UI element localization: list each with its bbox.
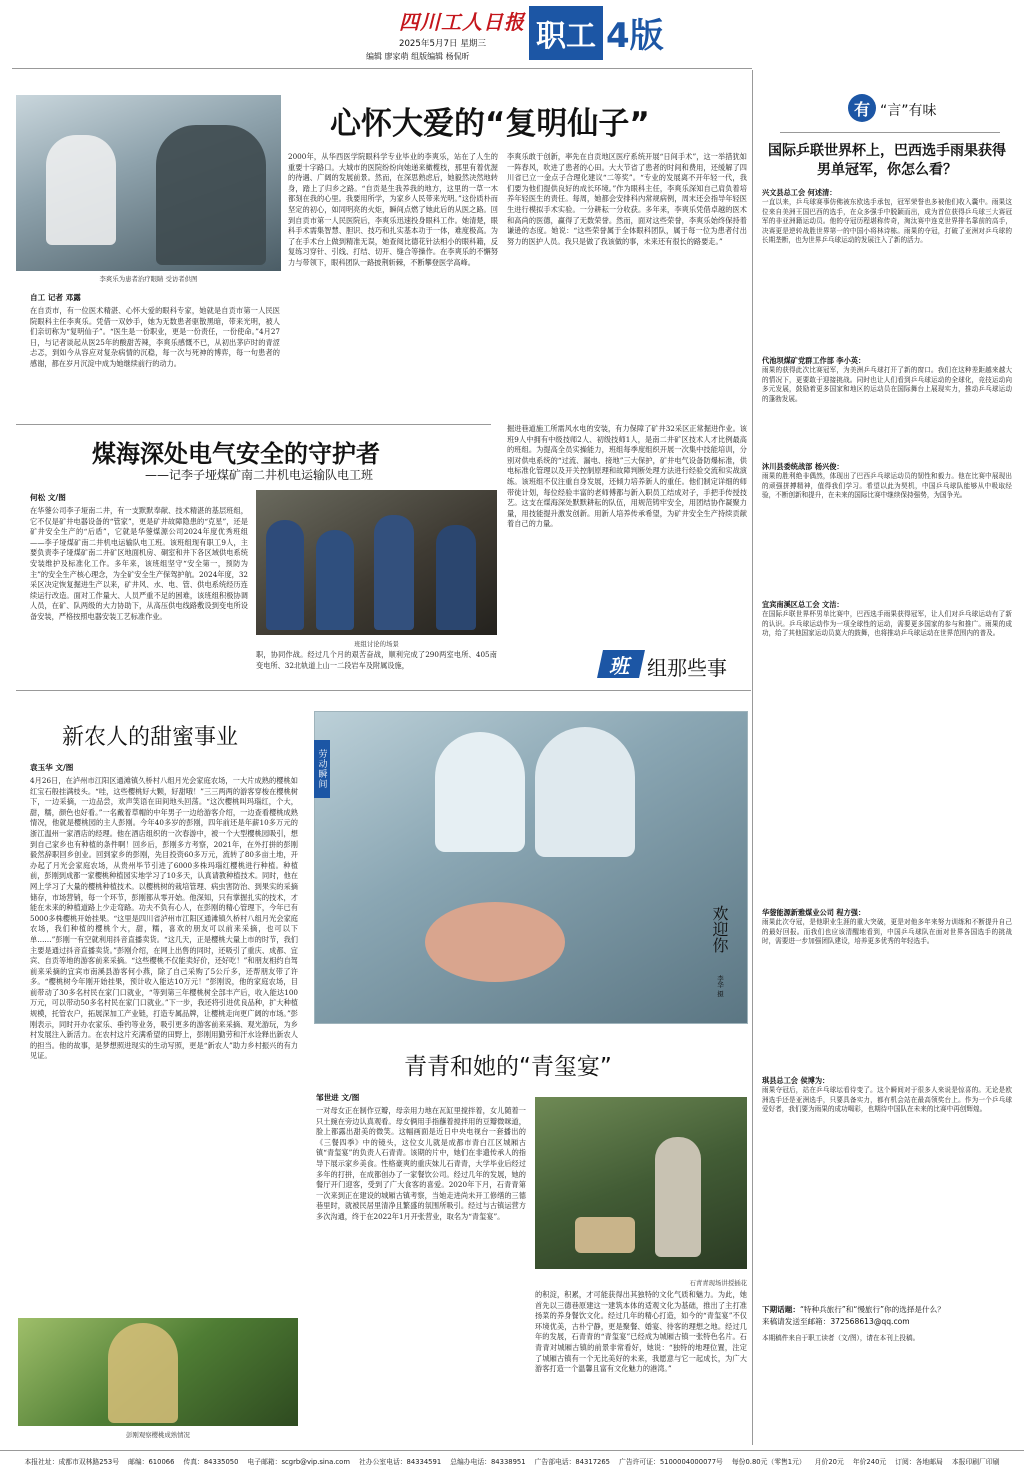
sidebar-section bbox=[762, 1076, 1012, 1296]
sidebar-author: 沐川县委统战部 杨兴俊： bbox=[762, 462, 844, 471]
footer-item: 广告部电话：84317265 bbox=[534, 1457, 611, 1466]
sidebar-section bbox=[762, 188, 1012, 348]
sidebar-section bbox=[762, 600, 1012, 900]
next-topic-label: 下期话题： bbox=[762, 1305, 800, 1314]
sidebar-text: 雨果此次夺冠，是他职业生涯的重大突破，更是对他多年来努力训练和不断提升自己的最好回报。而我们也应该清醒地看到，中国乒乓球队在面对世界各国选手的挑战时，需要进一步加强团队建设，培养更多优秀的年轻选手。 bbox=[762, 918, 1012, 946]
article1-headline: 心怀大爱的“复明仙子” bbox=[330, 106, 650, 142]
column-badge-text: 组那些事 bbox=[647, 656, 727, 680]
sidebar-section bbox=[762, 908, 1012, 1068]
footer-item: 邮编：610066 bbox=[128, 1457, 175, 1466]
article2-photo-caption: 班组讨论的场景 bbox=[354, 640, 399, 648]
doctor-figure bbox=[46, 135, 116, 245]
article4-col1: 一对母女正在制作豆瓣，母亲用力地在瓦缸里搅拌着，女儿随着一只土豌在旁边认真观看。母女俩用手指蘸着搅拌用的豆瓣微咪道，脸上都露出甜美的微笑。这幅画面是近日中央电视台一套播出的《三餐四季》中的镜头，这位女儿就是成都市青白江区城厢古镇“青玺宴”的负责人石青青。该期的片中，她们在非遗传承人的指导下展示家乡美食。性格豪爽的重庆妹儿石青青，大学毕业后经过多年的打拼，在成都创办了一家餐饮公司。经过几年的发展，她的餐厅开门迎客，受到了广大食客的喜爱。2020年下月，石青青第一次来到正在建设的城厢古镇考察，当她走进尚未开工修缮的三德巷里时，就被民居里清净且繁盛的氛围所吸引。经过与古镇运营方多次沟通，终于在2022年1月开张营业，取名为“青玺宴”。 bbox=[316, 1106, 526, 1221]
footer-item: 年价240元 bbox=[852, 1457, 887, 1466]
sidebar-tag-text: “言”有味 bbox=[880, 103, 937, 119]
article3-photo bbox=[18, 1318, 298, 1426]
feature-photo-credit: 李华 摄 bbox=[716, 975, 724, 997]
sidebar-divider bbox=[752, 70, 753, 1445]
article2-headline: 煤海深处电气安全的守护者 bbox=[92, 440, 380, 468]
sidebar-section bbox=[762, 462, 1012, 592]
article4-photo-caption: 石青青现场讲授插花 bbox=[689, 1279, 747, 1287]
sidebar-text: 雨果的胜利绝非偶然，体现出了巴西乒乓球运动员的韧性和毅力。他在比赛中展现出的顽强拼搏精神，值得我们学习。希望以此为契机，中国乒乓球队能够从中吸取经验，不断创新和提升，在未来的国际比赛中继续保持强势，为国争光。 bbox=[762, 472, 1012, 500]
newspaper-logo: 四川工人日报 bbox=[399, 10, 525, 34]
article4-headline: 青青和她的“青玺宴” bbox=[404, 1054, 612, 1080]
footer-item: 本报社址：成都市双林路253号 bbox=[24, 1457, 120, 1466]
footer-item: 广告许可证：5100004000077号 bbox=[619, 1457, 723, 1466]
footer-item: 传真：84335050 bbox=[183, 1457, 239, 1466]
farmer-figure bbox=[108, 1323, 178, 1423]
divider-2 bbox=[16, 690, 751, 691]
article2-photo bbox=[256, 490, 497, 635]
article4-photo bbox=[535, 1097, 747, 1269]
article1-col1: 在自贡市，有一位医术精湛、心怀大爱的眼科专家，她就是自贡市第一人民医院眼科主任李爽乐。凭借一双妙手，她为无数患者驱散黑暗，带来光明，被人们亲切称为“复明仙子”。“医生是一份职业，更是一份责任，一份使命。”4月27日，与记者谈起从医25年的酸甜苦辣，李爽乐感慨不已，从初出茅庐时的青涩忐忑，到如今从容应对复杂病情的沉稳，每一次与死神的博弈，每一句患者的感谢，都在岁月沉淀中成为她继续前行的动力。 bbox=[30, 306, 280, 368]
page-number: 4版 bbox=[606, 16, 664, 56]
article3-headline: 新农人的甜蜜事业 bbox=[62, 725, 239, 750]
worker-figure-1 bbox=[266, 520, 304, 630]
footer-item: 订阅：各地邮局 bbox=[895, 1457, 943, 1466]
article4-col2: 的积淀，积累，才可能获得出其独特的文化气质和魅力。为此，她首先以三德巷原建这一建筑本体的适观文化为基础，推出了主打准扬菜的养身餐饮文化。经过几年的精心打造，如今的“青玺宴”不仅环境优美，古朴宁静，更是聚餐、婚宴、待客的理想之地。经过几年的发展，石青青的“青玺宴”已经成为城厢古镇一张特色名片。石青青对城厢古镇的前景非常看好，她说：“独特的地理位置，注定了城厢古镇有一个无比美好的未来，我愿意与它一起成长，为广大游客打造一个温馨且富有文化魅力的港湾。” bbox=[535, 1290, 747, 1374]
article3-photo-caption: 彭刚观察樱桃成熟情况 bbox=[126, 1431, 190, 1439]
divider-1 bbox=[16, 424, 491, 425]
editors-line: 编辑 廖家萌 组版编辑 杨侃昕 bbox=[366, 52, 470, 61]
sidebar-note: 本期稿件来自于职工读者（文/图），请在本刊上投稿。 bbox=[762, 1334, 920, 1342]
article2-col2: 掘进巷道施工所需风水电的安装，有力保障了矿井32采区正常掘进作业。该班9人中拥有中级技师2人、初级技师1人，是南二井矿区技术人才比例最高的班组。为提高全员实操能力，班组每季度组织开展一次集中技能培训，分别对供电系统的“过流、漏电、接地”三大保护，矿井电气设备防爆标准，供电标准化管理以及开关控制原理和故障判断处理方法进行经验交流和实战演练。该班组不仅注重自身发展，还倾力培养新人的重任。他们制定详细的师带徒计划，每位经验丰富的老师傅都与新入职员工结成对子，手把手传授技艺。这支在煤海深处默默耕耘的队伍，用规范铸牢安全，用团结协作凝聚力量，用技能提升激发创新。用新人培养传承希望，为矿井安全生产持续贡献着自己的力量。 bbox=[507, 424, 747, 529]
worker-figure-4 bbox=[436, 525, 476, 630]
sidebar-text: 在国际乒联世界杯男单比赛中，巴西选手雨果获得冠军，让人们对乒乓球运动有了新的认识。乒乓球运动作为一项全球性的运动，需要更多国家的参与和推广。雨果的成功，给了其他国家运动员莫大的鼓舞，也将推动乒乓球运动在世界范围内的普及。 bbox=[762, 610, 1012, 638]
feature-photo-label: 劳动瞬间 bbox=[314, 740, 330, 798]
flower-arrangement bbox=[575, 1217, 635, 1253]
next-topic-block bbox=[762, 1304, 1012, 1328]
sidebar-text: 一直以来，乒乓球赛事仿佛被东欧选手承包，冠军荣誉也多被他们收入囊中。雨果这位来自美洲王国巴西的选手，在众多强手中脱颖而出，成为首位获得乒乓球三大赛冠军的非亚洲籍运动员。他的夺冠历程堪称传奇，淘汰赛中连克世界排名靠前的高手，决赛更是逆转战胜世界第一的中国小将林诗栋。雨果的夺冠，打破了亚洲对乒乓球的长期垄断，也为世界乒乓球运动的发展注入了新的活力。 bbox=[762, 198, 1012, 245]
patient-figure bbox=[156, 125, 266, 265]
sidebar-title: 国际乒联世界杯上，巴西选手雨果获得男单冠军，你怎么看？ bbox=[768, 143, 1006, 178]
issue-date: 2025年5月7日 星期三 bbox=[399, 39, 487, 49]
article2-col1-continued: 职，协同作战。经过几个月的艰苦奋战，顺利完成了290两室电所、405南变电所、32北轨道上山一二段岩车及附属设施， bbox=[256, 650, 497, 670]
article2-byline: 何松 文/图 bbox=[30, 493, 66, 502]
worker-figure-3 bbox=[374, 515, 414, 630]
nurse-figure-2 bbox=[535, 727, 635, 857]
footer-item: 每份0.80元（零售1元） bbox=[731, 1457, 806, 1466]
sidebar-rule bbox=[780, 132, 1000, 133]
contact-email: 来稿请发送至邮箱：372568613@qq.com bbox=[762, 1317, 910, 1326]
footer-item: 月价20元 bbox=[814, 1457, 844, 1466]
sidebar-author: 代池坝煤矿党群工作部 李小英： bbox=[762, 356, 866, 365]
article2-subheadline: ——记李子垭煤矿南二井机电运输队电工班 bbox=[145, 468, 374, 482]
article1-byline: 自工 记者 邓露 bbox=[30, 293, 81, 302]
masthead-rule bbox=[12, 68, 752, 69]
footer-item: 社办公室电话：84334591 bbox=[358, 1457, 442, 1466]
footer-item: 电子邮箱：scgrb@vip.sina.com bbox=[247, 1457, 350, 1466]
article3-text: 4月26日，在泸州市江阳区通滩镇久桥村八组月光会家庭农场，一大片成熟的樱桃如红宝石般挂满枝头。“哇，这些樱桃好大颗，好甜哦！”三三两两的游客穿梭在樱桃树下，一边采摘，一边品尝，欢声笑语在田间地头回荡。“这次樱桃叫玛瑙红，个大，甜，糯，颜色也好看。”一名戴着草帽的中年男子一边给游客介绍，一边查看樱桃成熟情况，他就是樱桃园的主人彭刚。今年40多岁的彭刚，四年前还是年薪10多万元的浙江温州一家酒店的经理。他在酒店组织的一次春游中，被一个大型樱桃园吸引，想到自己家乡也有种植的条件啊！回乡后，彭刚多方考察，2021年，在外打拼的彭刚毅然辞职回乡创业。回到家乡的彭刚，先目投资60多万元，流转了80多亩土地，开办起了月光会家庭农场，从贵州毕节引进了6000多株玛瑙红樱桃进行种植。种植前，彭刚到成都一家樱桃种植园实地学习了10多天，认真请教种植技术。同时，他在网上学习了大量的樱桃种植技术。以樱桃树的栽培管理、病虫害防治、到果实的采摘储存，市场营销，每一个环节，彭刚都从零开始。他深知，只有掌握扎实的技术，才能在未来的种植道路上少走弯路。功夫不负有心人，在彭刚的精心管理下，今年已有5000多株樱桃开始挂果。“这里是四川省泸州市江阳区通滩镇久桥村八组月光会家庭农场，我们种植的樱桃个大，甜，糯，喜欢的朋友可以前来采摘，也可以下单……”彭刚一有空就利用抖音直播卖货。“这几天，正是樱桃大量上市的时节，我们主要是通过抖音直播卖货。”彭刚介绍，在网上出售的同时，还吸引了重庆、成都、宜宾、自贡等地的游客前来采摘。“这些樱桃不仅能卖好价，还好吃！”和朋友相约自驾前来采摘的宜宾市南溪县游客何小燕，除了自己采购了5公斤多，还帮朋友带了许多。“樱桃树今年刚开始挂果，预计收入能达10万元！”彭刚说，他的家庭农场，目前带动了30多名村民在家门口就业，“等到第三年樱桃树全部丰产后，收入能达100万元，可以带动50多名村民在家门口就业。”下一步，我还将引进优良品种，扩大种植规模，托管农户，拓展深加工产业链，打造专属品牌，让樱桃走向更广阔的市场。”彭刚表示，同时开办农家乐、垂钓等业务，吸引更多的游客前来采摘、观光游玩，为乡村发展注入新活力。在农村这片充满希望的田野上，彭刚用勤劳和汗水诠释出新农人的担当。他的故事，是梦想照进现实的生动写照，更是“新农人”助力乡村振兴的有力见证。 bbox=[30, 776, 298, 1061]
sidebar-column bbox=[762, 142, 1012, 1442]
article4-byline: 邹世进 文/图 bbox=[316, 1093, 360, 1102]
sidebar-author: 兴文县总工会 何述清： bbox=[762, 188, 837, 197]
article3-byline: 袁玉华 文/图 bbox=[30, 763, 74, 772]
sidebar-author: 华蓥能源新雅煤业公司 程方强： bbox=[762, 908, 866, 917]
next-topic: “特种兵旅行”和“慢旅行”你的选择是什么？ bbox=[799, 1305, 945, 1314]
sidebar-text: 雨果的获得此次比赛冠军，为美洲乒乓球打开了新的窗口。我们在这种差距越来越大的情况下，更要敢于迎接挑战。同时也让人们看到乒乓球运动的全球化，竞技运动向多元发展，鼓励着更多国家和地区的运动员在国际舞台上展现实力，推动乒乓球运动的蓬勃发展。 bbox=[762, 366, 1012, 403]
newborn-figure bbox=[425, 902, 565, 982]
article2-col1: 在华蓥公司李子垭南二井，有一支默默奉献、技术精湛的基层班组，它不仅是矿井电器设备的“管家”，更是矿井故障隐患的“克星”，还是矿井安全生产的“后盾”，它就是华蓥煤源公司2024年度优秀班组——李子垭煤矿南二井机电运输队电工班。该班组现有职工9人，主要负责李子垭煤矿南二井矿区地面机房、硐室和井下各区域供电系统安装维护及标准化工作。多年来，该班组坚守“安全第一，预防为主”的安全生产核心理念，为全矿安全生产保驾护航。2024年度，32采区决定恢复掘进生产以来，矿井风、水、电、管、供电系统经历连续运行改造。面对工作量大、人员严重不足的困难，该班组积极协调人员，在矿、队两级的大力协助下，从高压供电线路敷设到变电所设备安装，严格按照电器安装工艺标准作业。 bbox=[30, 506, 248, 621]
feature-photo bbox=[314, 711, 748, 1024]
footer-item: 本报印刷厂印刷 bbox=[951, 1457, 1000, 1466]
article1-photo-caption: 李爽乐为患者治疗眼睛 受访者供图 bbox=[99, 275, 198, 283]
worker-figure-2 bbox=[316, 530, 354, 630]
section-label: 职工 bbox=[529, 6, 603, 60]
sidebar-tag-icon: 有 bbox=[848, 94, 876, 122]
sidebar-section bbox=[762, 356, 1012, 454]
article1-photo bbox=[16, 95, 281, 271]
woman-figure bbox=[655, 1137, 701, 1257]
article1-col3: 李爽乐敢于创新，率先在自贡地区医疗系统开展“日间手术”，这一举措犹如一阵春风，吹进了患者的心田。大大节省了患者的时间和费用，还缓解了四川省已立一金点子合理化建议“二等奖”。“专业的发展离不开年轻一代，我们要为他们提供良好的成长环境。”作为眼科主任，李爽乐深知自己肩负着培养年轻医生的责任。每周，她都会安排科内常规病例，周末还会指导年轻医生进行模拟手术实验。一分耕耘一分收获。多年来，李爽乐凭借卓越的医术和高尚的医德，赢得了无数荣誉。然而，面对这些荣誉，李爽乐始终保持着谦逊的态度。她说：“这些荣誉属于全体眼科团队，属于每一位为患者付出努力的医护人员。我只是做了我该做的事，未来还有很长的路要走。” bbox=[507, 152, 747, 246]
column-badge: 班 bbox=[597, 650, 645, 678]
footer bbox=[0, 1450, 1024, 1470]
sidebar-text: 雨果夺冠后，站在乒乓球坛看待变了。这个瞬间对于很多人来说是惊喜的。无论是欧洲选手还是亚洲选手，只要具备实力，都有机会站在最高领奖台上。作为一个乒乓球爱好者，我们要为雨果的成功喝彩，也期待中国队在未来的比赛中再创辉煌。 bbox=[762, 1086, 1012, 1114]
footer-item: 总编办电话：84338951 bbox=[450, 1457, 526, 1466]
sidebar-author: 琪县总工会 侯博为： bbox=[762, 1076, 830, 1085]
feature-photo-caption: 欢迎你 bbox=[710, 905, 729, 953]
sidebar-author: 宜宾南溪区总工会 文洁： bbox=[762, 600, 844, 609]
article1-col2: 2000年，从华西医学院眼科学专业毕业的李爽乐，站在了人生的重要十字路口。大城市的医院纷纷向她递来橄榄枝，那里有着优渥的待遇、广阔的发展前景。然而，在深思熟虑后，她毅然决然地转身，踏上了归乡之路。“自贡是生我养我的地方，这里的一草一木都刻在我的心里。我要用所学，为家乡人民带来光明。”这份质朴而坚定的初心，如同明亮的火炬，瞬间点燃了她此后的从医之路。回到自贡市第一人民医院后，李爽乐迅速投身眼科工作。她清楚，眼科手术需集智慧、胆识、技巧和扎实基本功于一体，难度极高。为了在手术台上做到精准无误，她查阅比德花针法相小的眼科籍，反复练习穿针、引线、打结、切开、缝合等操作。在李爽乐的不懈努力与带领下，眼科团队一路披荆斩棘，不断攀登医学高峰。 bbox=[288, 152, 498, 267]
nurse-figure-1 bbox=[435, 732, 525, 852]
